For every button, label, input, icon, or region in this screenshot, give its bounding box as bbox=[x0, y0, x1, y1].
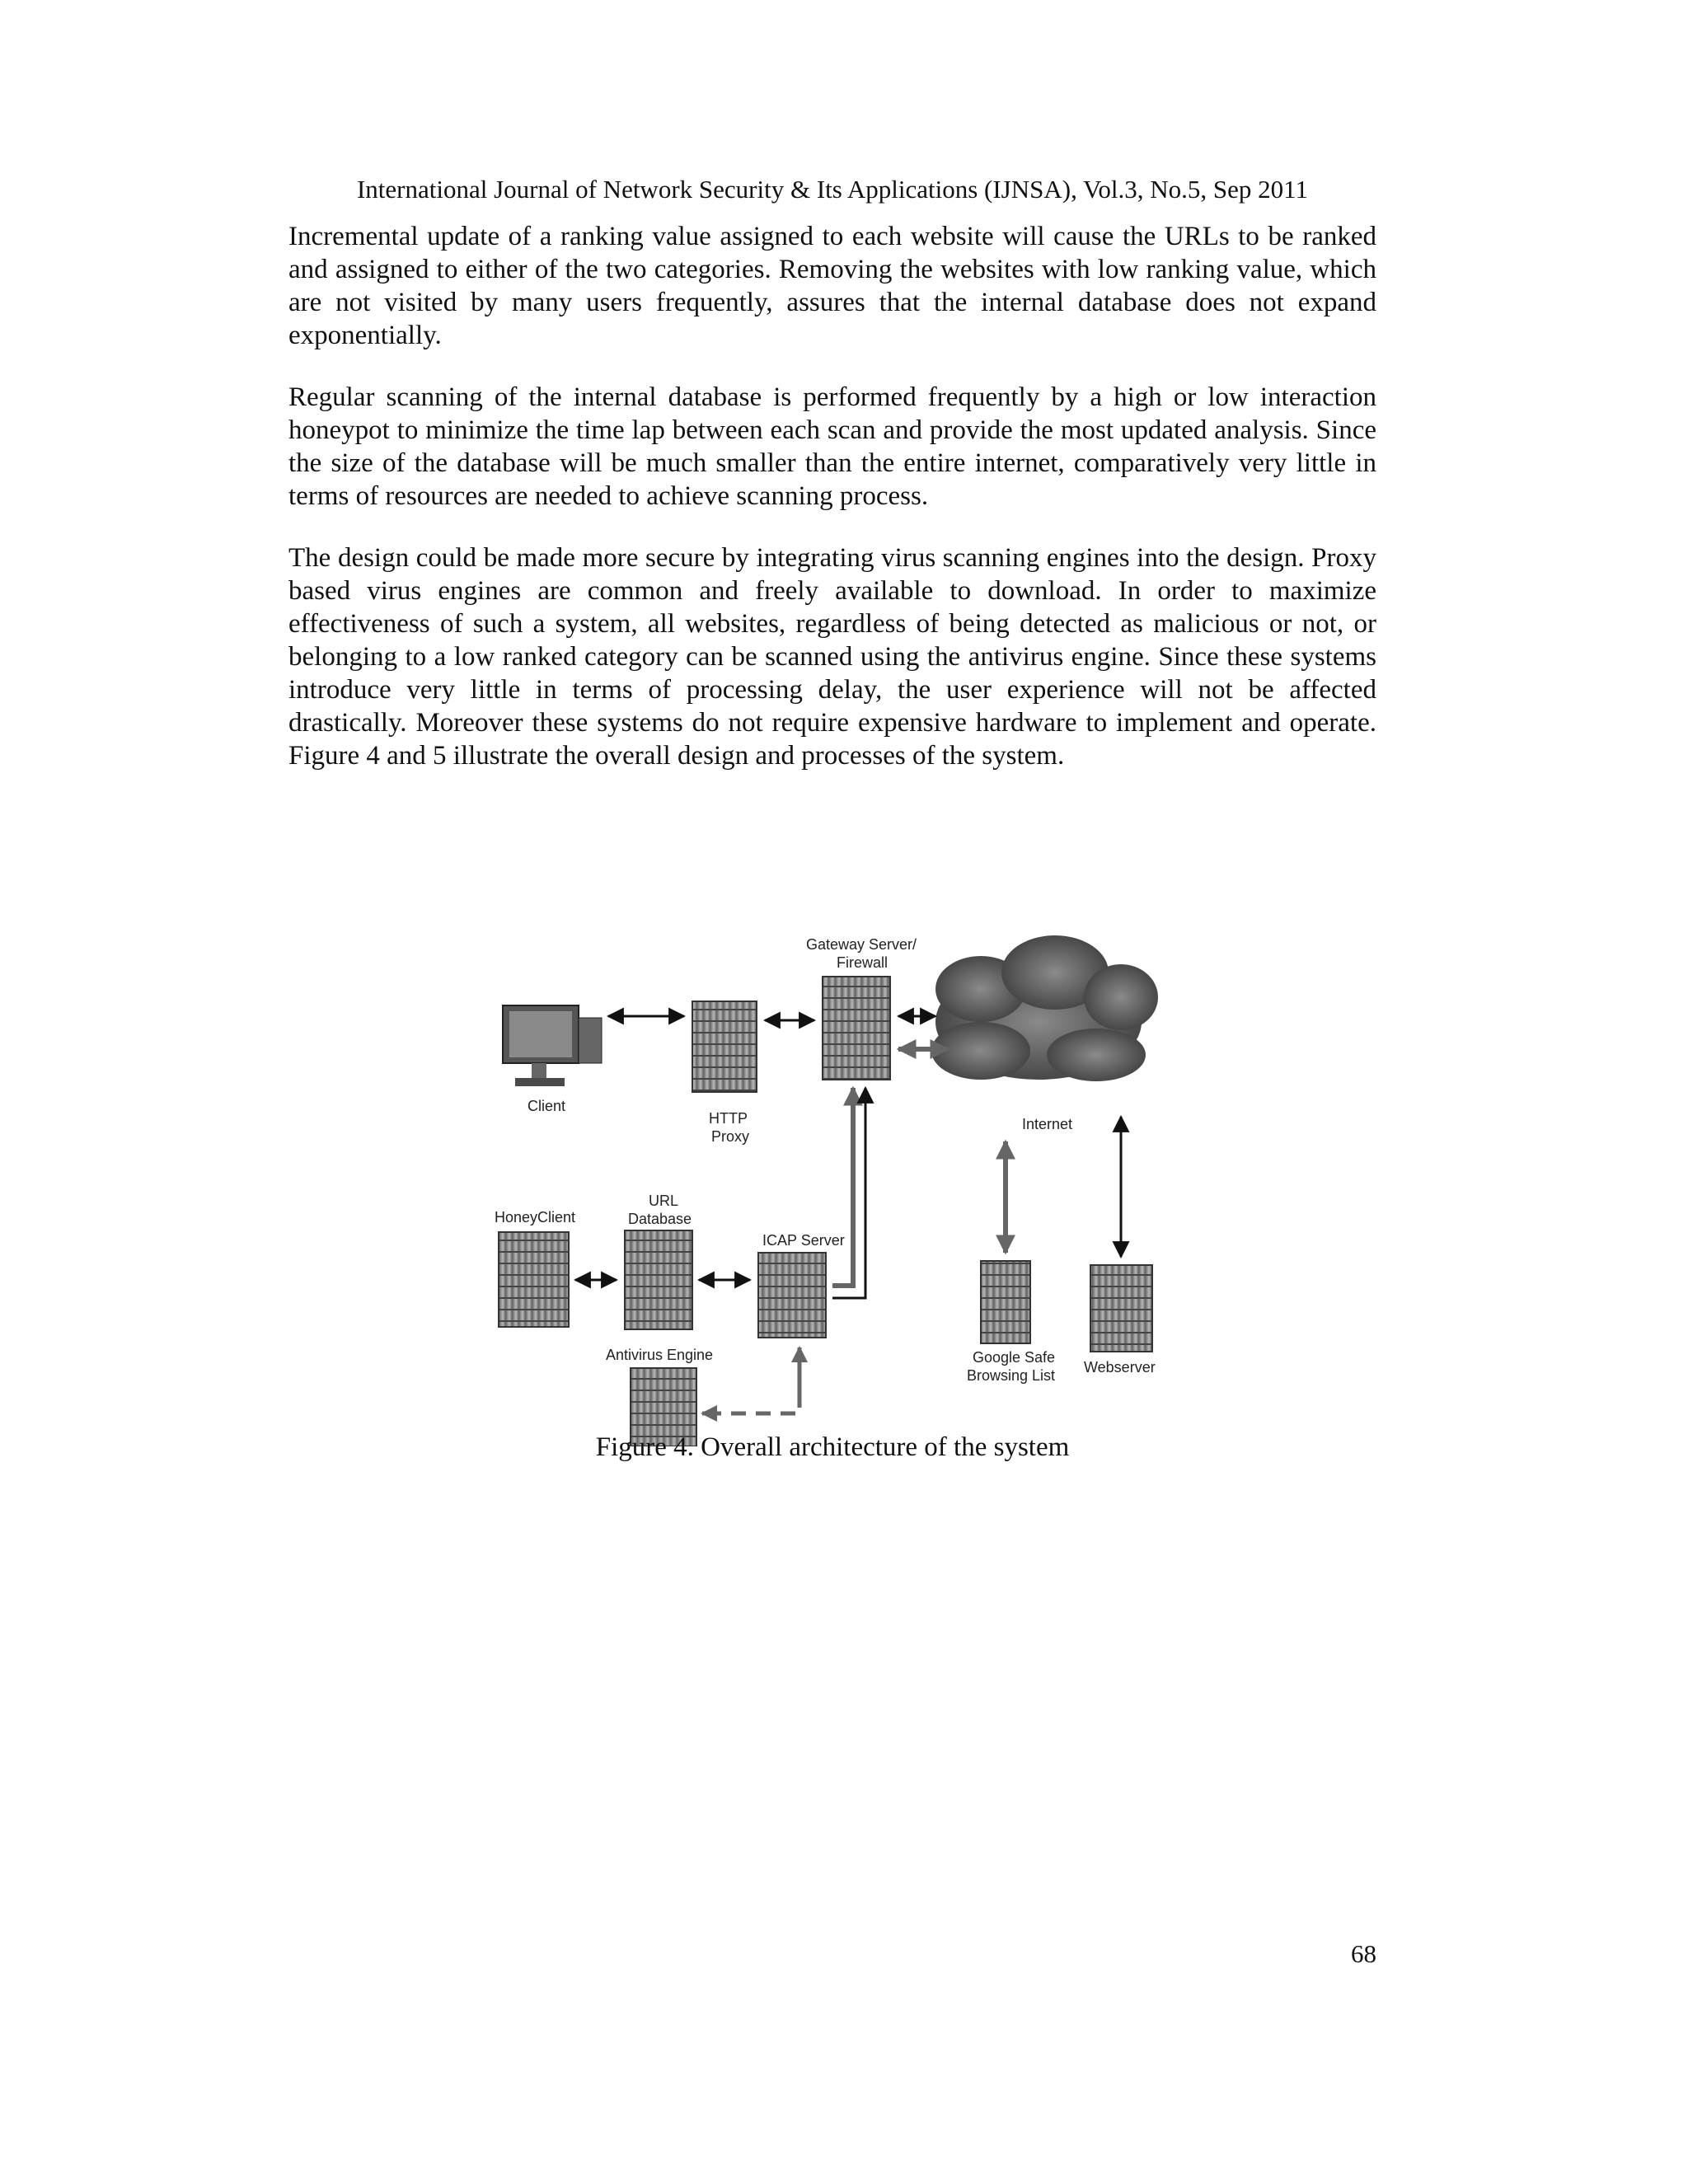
webserver-icon bbox=[1090, 1265, 1152, 1352]
gateway-server-icon bbox=[823, 977, 890, 1080]
url-database-label-1: URL bbox=[649, 1193, 679, 1209]
arrow-antivirus-dashed bbox=[705, 1393, 799, 1413]
icap-server-icon bbox=[758, 1253, 826, 1338]
running-header: International Journal of Network Security & Its Applications (IJNSA), Vol.3, No.5, Sep 2011 bbox=[356, 175, 1309, 204]
internet-cloud-icon bbox=[931, 935, 1158, 1081]
architecture-diagram bbox=[486, 919, 1187, 1446]
honeyclient-server-icon bbox=[499, 1232, 569, 1327]
body-paragraph: Incremental update of a ranking value assigned to each website will cause the URLs to be ranked and assigned to either of the two categories. Removing the websites with low ranking value, which are not visited by many users frequently, assures that the internal database does not expand exponentially. bbox=[288, 222, 1376, 350]
architecture-figure bbox=[486, 919, 1187, 1446]
http-proxy-label-2: Proxy bbox=[711, 1128, 750, 1145]
page-number: 68 bbox=[1351, 1939, 1376, 1968]
body-paragraph: The design could be made more secure by integrating virus scanning engines into the design. Proxy based virus engines are common and freely available to download. In order to maximize effectiveness of such a system, all websites, regardless of being detected as malicious or not, or belonging to a low ranked category can be scanned using the antivirus engine. Since these systems introduce very little in terms of processing delay, the user experience will not be affected drastically. Moreover these systems do not require expensive hardware to implement and operate. Figure 4 and 5 illustrate the overall design and processes of the system. bbox=[288, 543, 1376, 771]
arrow-icap-gateway-gray bbox=[832, 1088, 853, 1286]
figure-caption: Figure 4. Overall architecture of the system bbox=[595, 1432, 1070, 1462]
google-safe-label-2: Browsing List bbox=[967, 1367, 1056, 1384]
google-safe-browsing-server-icon bbox=[981, 1261, 1030, 1343]
gateway-label-1: Gateway Server/ bbox=[806, 936, 917, 953]
body-paragraph: Regular scanning of the internal database is performed frequently by a high or low interaction honeypot to minimize the time lap between each scan and provide the most updated analysis. Since the size of the database will be much smaller than the entire internet, comparatively very little in terms of resources are needed to achieve scanning process. bbox=[288, 382, 1376, 511]
client-computer-icon bbox=[503, 1005, 602, 1086]
arrow-icap-gateway bbox=[832, 1088, 865, 1298]
google-safe-label-1: Google Safe bbox=[973, 1349, 1056, 1366]
client-label: Client bbox=[528, 1098, 566, 1114]
antivirus-engine-label: Antivirus Engine bbox=[606, 1347, 714, 1363]
url-database-server-icon bbox=[625, 1230, 692, 1329]
honeyclient-label: HoneyClient bbox=[495, 1209, 576, 1226]
icap-server-label: ICAP Server bbox=[762, 1232, 845, 1249]
webserver-label: Webserver bbox=[1084, 1359, 1156, 1376]
internet-label: Internet bbox=[1022, 1116, 1073, 1132]
url-database-label-2: Database bbox=[628, 1211, 692, 1227]
http-proxy-label-1: HTTP bbox=[709, 1110, 748, 1127]
gateway-label-2: Firewall bbox=[837, 954, 889, 971]
http-proxy-server-icon bbox=[692, 1001, 757, 1092]
